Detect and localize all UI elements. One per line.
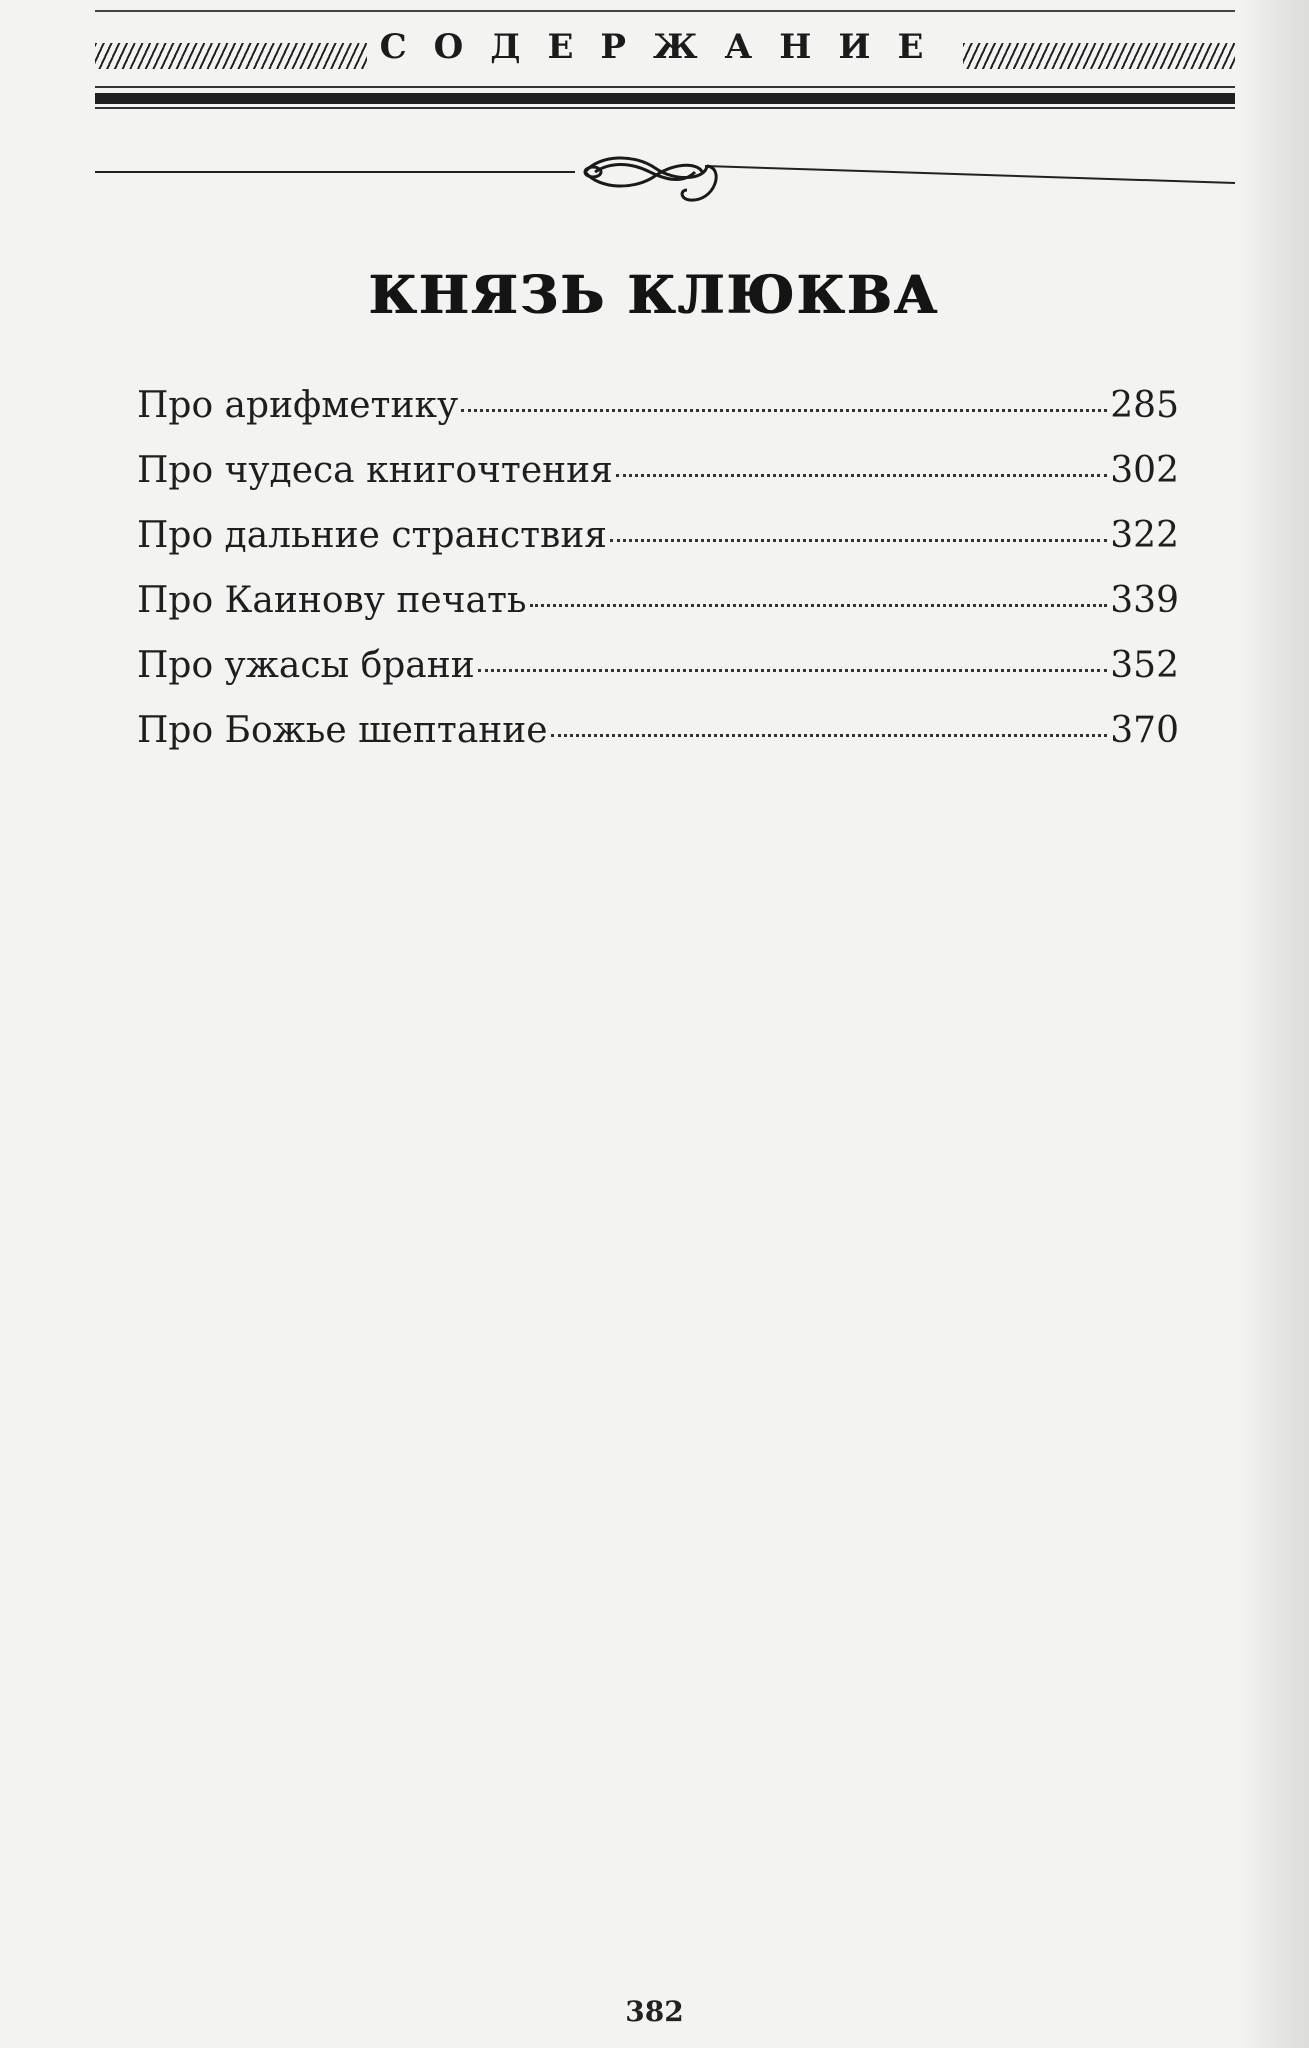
header-rule-thick <box>95 93 1235 104</box>
dot-leader <box>530 604 1108 607</box>
section-title: КНЯЗЬ КЛЮКВА <box>369 265 940 326</box>
toc-entry-title: Про дальние странствия <box>137 515 608 556</box>
toc-entry[interactable] <box>137 515 1179 580</box>
dot-leader <box>461 409 1107 412</box>
toc-entry[interactable] <box>137 385 1179 450</box>
header-rule <box>95 86 1235 88</box>
dot-leader <box>610 539 1107 542</box>
toc-entry-title: Про чудеса книгочтения <box>137 450 613 491</box>
toc-entry-page: 370 <box>1110 710 1179 751</box>
dot-leader <box>478 669 1108 672</box>
toc-list <box>137 385 1179 775</box>
dot-leader <box>616 474 1107 477</box>
dot-leader <box>551 734 1108 737</box>
toc-entry-page: 339 <box>1110 580 1179 621</box>
running-header-title: СОДЕРЖАНИЕ <box>379 27 951 67</box>
header-hatch-left <box>95 43 367 69</box>
header-hatch-right <box>963 43 1235 69</box>
header-rule <box>95 107 1235 109</box>
toc-entry-page: 302 <box>1110 450 1179 491</box>
toc-entry-title: Про Каинову печать <box>137 580 527 621</box>
toc-entry-title: Про Божье шептание <box>137 710 548 751</box>
ornament-divider <box>95 150 1235 210</box>
toc-entry[interactable] <box>137 645 1179 710</box>
toc-entry[interactable] <box>137 450 1179 515</box>
page-number: 382 <box>625 1995 684 2028</box>
toc-entry-page: 322 <box>1110 515 1179 556</box>
toc-entry[interactable] <box>137 580 1179 645</box>
toc-entry-page: 285 <box>1110 385 1179 426</box>
toc-entry-title: Про ужасы брани <box>137 645 475 686</box>
running-header <box>95 10 1235 70</box>
header-top-line <box>95 10 1235 12</box>
toc-entry[interactable] <box>137 710 1179 775</box>
toc-entry-page: 352 <box>1110 645 1179 686</box>
toc-entry-title: Про арифметику <box>137 385 459 426</box>
